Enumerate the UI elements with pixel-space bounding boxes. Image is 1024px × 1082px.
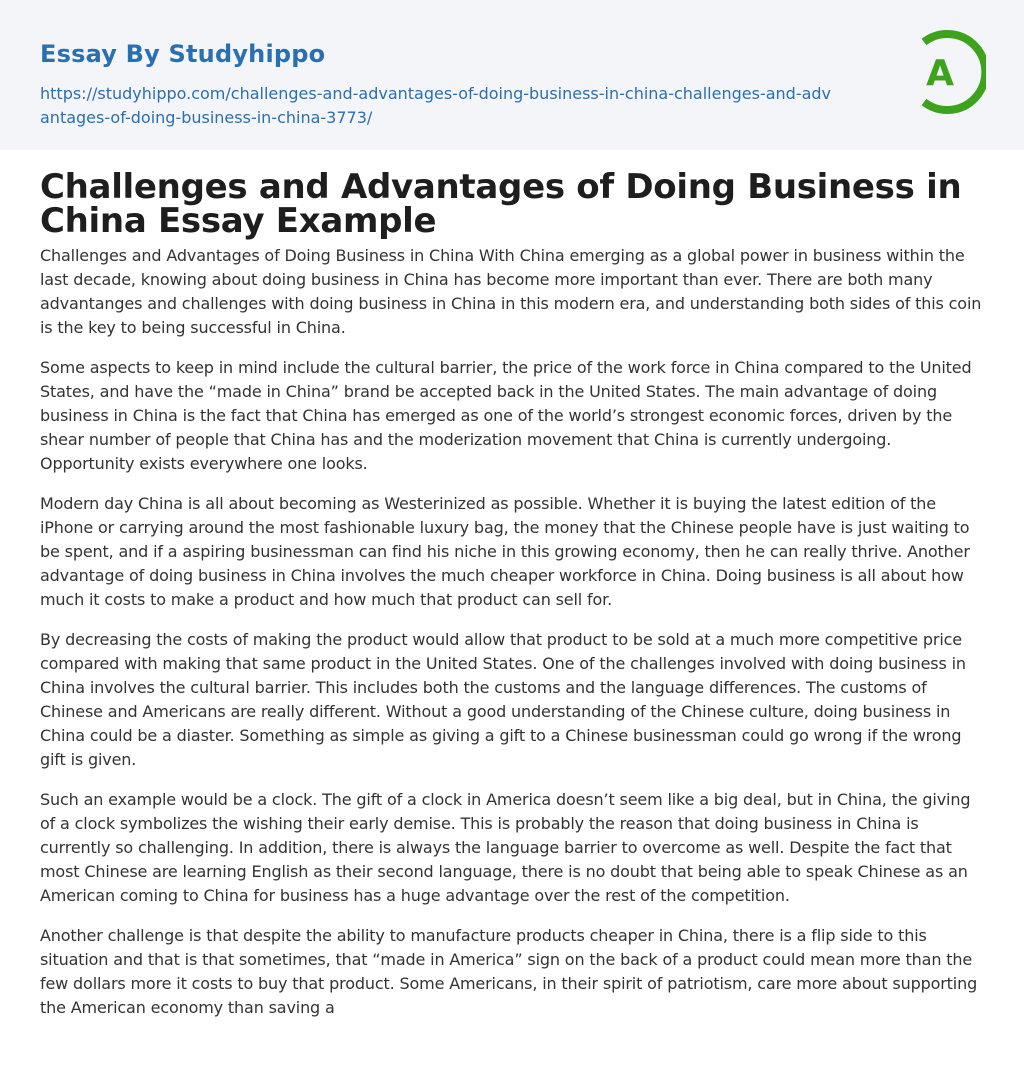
paragraph: Challenges and Advantages of Doing Business in China With China emerging as a global power in business within the last decade, knowing about doing business in China has become more important than ever. There are both many advantanges and challenges with doing business in China in this modern era, and understanding both sides of this coin is the key to being successful in China. [40,246,982,337]
paragraph: Some aspects to keep in mind include the cultural barrier, the price of the work force in China compared to the United States, and have the “made in China” brand be accepted back in the United States. The main advantage of doing business in China is the fact that China has emerged as one of the world’s strongest economic forces, driven by the shear number of people that China has and the moderization movement that China is currently undergoing. Opportunity exists everywhere one looks. [40,358,972,473]
paragraph: Such an example would be a clock. The gift of a clock in America doesn’t seem like a big deal, but in China, the giving of a clock symbolizes the wishing their early demise. This is probably the reason that doing business in China is currently so challenging. In addition, there is always the language barrier to overcome as well. Despite the fact that most Chinese are learning English as their second language, there is no doubt that being able to speak Chinese as an American coming to China for business has a huge advantage over the rest of the competition. [40,790,971,905]
logo-letter: A [926,53,954,94]
source-url-link[interactable]: https://studyhippo.com/challenges-and-advantages-of-doing-business-in-china-challenges-and-advantages-of-doing-business-in-china-3773/ [40,84,832,127]
studyhippo-logo-icon[interactable] [910,28,986,116]
paragraph: Modern day China is all about becoming as Westerinized as possible. Whether it is buying the latest edition of the iPhone or carrying around the most fashionable luxury bag, the money that the Chinese people have is just waiting to be spent, and if a aspiring businessman can find his niche in this growing economy, then he can really thrive. Another advantage of doing business in China involves the much cheaper workforce in China. Doing business is all about how much it costs to make a product and how much that product can sell for. [40,494,970,609]
brand-title[interactable]: Essay By Studyhippo [40,40,326,68]
site-header [0,0,1024,150]
paragraph: Another challenge is that despite the ability to manufacture products cheaper in China, there is a flip side to this situation and that is that sometimes, that “made in America” sign on the back of a product could mean more than the few dollars more it costs to buy that product. Some Americans, in their spirit of patriotism, care more about supporting the American economy than saving a [40,926,978,1017]
paragraph: By decreasing the costs of making the product would allow that product to be sold at a much more competitive price compared with making that same product in the United States. One of the challenges involved with doing business in China involves the cultural barrier. This includes both the customs and the language differences. The customs of Chinese and Americans are really different. Without a good understanding of the Chinese culture, doing business in China could be a diaster. Something as simple as giving a gift to a Chinese businessman could go wrong if the wrong gift is given. [40,630,966,769]
page-title: Challenges and Advantages of Doing Business in China Essay Example [40,167,962,241]
article [40,167,984,1036]
